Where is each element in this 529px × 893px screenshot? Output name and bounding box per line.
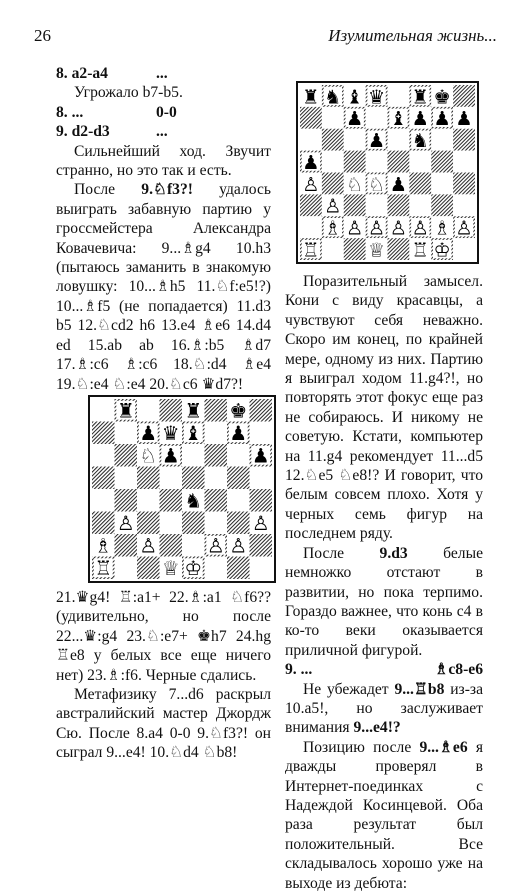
text: удалось выиграть забавную партию у гроссмейстера Александра Ковачевича: 9...♗g4 10.h3 (пытаюсь заманить в знакомую ловушку: 10...♗h5 11.♘f:e5!?) 10...♗f5 (не попадается) 11.d3 b5 12.♘cd2 h6 13.e4 ♗e6 14.d4 ed 15.ab ab 16.♗:b5 ♗d7 17.♗:c6 ♗:c6 18.♘:d4 ♗e4 19.♘:e4 ♘:e4 20.♘c6 ♛d7?! xyxy=(56,181,271,393)
chess-piece-d8 xyxy=(368,85,385,108)
chess-piece-e8 xyxy=(184,400,202,423)
chess-piece-d1 xyxy=(162,557,180,579)
chess-piece-e1 xyxy=(184,557,202,579)
board-square xyxy=(250,399,273,422)
paragraph: Поразительный замысел. Кони с виду красавцы, а чувствуют себя неважно. Скоро им конец, по крайней мере, одному из них. Партию я выиграл ходом 11.g4?!, но повторять этот фокус еще раз не собираюсь. И никому не советую. Кстати, компьютер на 11.g4 рекомендует 11...d5 12.♘e5 ♘e8!? И говорит, что белым совсем плохо. Хотя у черных семь фигур на последнем ряду. xyxy=(285,273,483,543)
paragraph xyxy=(285,680,483,738)
board-square xyxy=(205,489,228,512)
board-square xyxy=(300,107,322,129)
board-square xyxy=(322,129,344,151)
chess-piece-a1 xyxy=(94,557,112,579)
text: Не убежадет xyxy=(303,680,395,698)
board-square xyxy=(322,107,344,129)
board-square xyxy=(205,467,228,490)
board-square xyxy=(205,444,228,467)
move-line xyxy=(56,64,271,83)
chess-piece-c8 xyxy=(346,85,363,108)
board-square xyxy=(160,467,183,490)
chess-piece-a2 xyxy=(94,535,112,558)
chess-piece-e4 xyxy=(184,490,202,513)
board-square xyxy=(453,194,475,216)
chess-piece-b3 xyxy=(324,195,341,218)
board-square xyxy=(137,467,160,490)
board-square xyxy=(366,151,388,173)
move-bold: 9...♗e6 xyxy=(419,738,468,756)
chess-piece-e4 xyxy=(390,173,407,196)
paragraph xyxy=(56,180,271,393)
chess-piece-g7 xyxy=(229,422,247,445)
board-square xyxy=(115,489,138,512)
board-square xyxy=(409,194,431,216)
paragraph: Сильнейший ход. Звучит странно, но это так и есть. xyxy=(56,142,271,180)
page-number: 26 xyxy=(34,26,51,45)
chess-piece-f6 xyxy=(412,129,429,152)
chess-piece-c6 xyxy=(139,445,157,468)
board-square xyxy=(92,422,115,445)
paragraph xyxy=(285,544,483,660)
move-bold: 9...♖b8 xyxy=(394,680,445,698)
board-square xyxy=(431,151,453,173)
running-title: Изумительная жизнь... xyxy=(328,26,497,45)
board-square xyxy=(300,129,322,151)
chess-piece-d7 xyxy=(162,422,180,445)
board-square xyxy=(453,85,475,107)
chess-piece-g2 xyxy=(229,535,247,558)
board-square xyxy=(300,216,322,238)
board-square xyxy=(250,489,273,512)
board-square xyxy=(453,151,475,173)
board-square xyxy=(388,194,410,216)
board-square xyxy=(409,173,431,195)
board-square xyxy=(92,467,115,490)
chess-board xyxy=(92,399,272,579)
chess-piece-h6 xyxy=(252,445,270,468)
board-square xyxy=(250,557,273,580)
move-reply: ... xyxy=(156,123,168,141)
board-square xyxy=(115,467,138,490)
chess-piece-b8 xyxy=(324,85,341,108)
board-square xyxy=(227,557,250,580)
chess-piece-e2 xyxy=(390,217,407,240)
move-reply: ♗c8-e6 xyxy=(434,661,483,679)
chess-piece-g7 xyxy=(434,107,451,130)
chess-piece-a4 xyxy=(302,173,319,196)
paragraph: Метафизику 7...d6 раскрыл австралийский мастер Джордж Сю. После 8.a4 0-0 9.♘f3?! он сыграл 9...e4! 10.♘d4 ♘b8! xyxy=(56,686,271,762)
chess-piece-g1 xyxy=(434,238,451,260)
board-square xyxy=(322,151,344,173)
board-square xyxy=(227,467,250,490)
board-square xyxy=(115,557,138,580)
chess-piece-d6 xyxy=(162,445,180,468)
board-square xyxy=(137,489,160,512)
chess-piece-f8 xyxy=(412,85,429,108)
board-square xyxy=(160,399,183,422)
board-square xyxy=(92,444,115,467)
board-square xyxy=(137,557,160,580)
board-square xyxy=(453,129,475,151)
move-number: 9. ... xyxy=(285,661,313,679)
chess-piece-a8 xyxy=(302,85,319,108)
chess-piece-a1 xyxy=(302,238,319,260)
board-square xyxy=(137,399,160,422)
board-square xyxy=(388,151,410,173)
board-square xyxy=(344,129,366,151)
chess-piece-g8 xyxy=(434,85,451,108)
board-square xyxy=(115,422,138,445)
board-square xyxy=(453,238,475,260)
text: из-за 10.a5!, но заслуживает внимания xyxy=(285,680,483,737)
text: Позицию после xyxy=(303,738,420,756)
board-square xyxy=(431,194,453,216)
board-square xyxy=(431,173,453,195)
chess-piece-b2 xyxy=(324,217,341,240)
board-square xyxy=(344,194,366,216)
move-bold: 9.♘f3?! xyxy=(141,181,193,199)
chess-piece-c4 xyxy=(346,173,363,196)
board-square xyxy=(250,534,273,557)
board-square xyxy=(115,444,138,467)
text: я дважды проверял в Интернет-поединках с Надеждой Косинцевой. Оба раза результат был положительный. Все складывалось хорошо уже на выходе из дебюта: xyxy=(285,738,483,892)
move-note: Угрожало b7-b5. xyxy=(74,84,183,102)
board-square xyxy=(160,512,183,535)
text: После xyxy=(303,544,380,562)
board-square xyxy=(205,399,228,422)
paragraph: 21.♛g4! ♖:a1+ 22.♗:a1 ♘f6?? (удивительно, но после 22...♛:g4 23.♘:e7+ ♚h7 24.hg ♖e8 у белых все еще ничего нет) 23.♗:f6. Черные сдались. xyxy=(56,589,271,684)
board-square xyxy=(160,534,183,557)
board-square xyxy=(431,129,453,151)
chess-diagram-left xyxy=(88,395,276,583)
board-square xyxy=(227,512,250,535)
move-reply: ... xyxy=(156,65,168,82)
chess-piece-f2 xyxy=(207,535,225,558)
left-column xyxy=(56,64,271,394)
chess-piece-f2 xyxy=(412,217,429,240)
chess-piece-b3 xyxy=(117,512,135,535)
board-square xyxy=(409,151,431,173)
chess-piece-h7 xyxy=(455,107,472,130)
move-bold: 9.d3 xyxy=(379,544,408,562)
chess-piece-a5 xyxy=(302,151,319,174)
chess-piece-c2 xyxy=(346,217,363,240)
chess-piece-g8 xyxy=(229,400,247,423)
board-square xyxy=(366,194,388,216)
board-square xyxy=(453,173,475,195)
chess-diagram-right xyxy=(296,81,479,264)
board-square xyxy=(227,444,250,467)
board-square xyxy=(300,194,322,216)
board-square xyxy=(344,151,366,173)
board-square xyxy=(205,512,228,535)
chess-board xyxy=(300,85,475,260)
board-square xyxy=(160,489,183,512)
chess-piece-f7 xyxy=(412,107,429,130)
text: После xyxy=(74,181,142,199)
board-square xyxy=(92,512,115,535)
chess-piece-d2 xyxy=(368,217,385,240)
board-square xyxy=(344,238,366,260)
board-square xyxy=(322,238,344,260)
move-line xyxy=(285,660,483,679)
board-square xyxy=(182,512,205,535)
page-header xyxy=(34,26,497,50)
board-square xyxy=(205,422,228,445)
chess-piece-e7 xyxy=(184,422,202,445)
chess-piece-e7 xyxy=(390,107,407,130)
board-square xyxy=(115,534,138,557)
board-square xyxy=(388,238,410,260)
text: белые немножко отстают в развитии, но пока терпимо. Гораздо важнее, что конь c4 в ко-то веки оказывается приличной фигурой. xyxy=(285,544,483,659)
move-line xyxy=(56,103,271,122)
board-square xyxy=(182,534,205,557)
chess-piece-d1 xyxy=(368,238,385,260)
board-square xyxy=(250,467,273,490)
board-square xyxy=(250,422,273,445)
board-square xyxy=(227,489,250,512)
board-square xyxy=(388,85,410,107)
chess-piece-g2 xyxy=(434,217,451,240)
chess-piece-c7 xyxy=(346,107,363,130)
board-square xyxy=(92,399,115,422)
board-square xyxy=(322,173,344,195)
chess-piece-b8 xyxy=(117,400,135,423)
chess-piece-c2 xyxy=(139,535,157,558)
chess-piece-h3 xyxy=(252,512,270,535)
move-number: 8. ... xyxy=(56,103,84,121)
board-square xyxy=(182,467,205,490)
chess-piece-d6 xyxy=(368,129,385,152)
chess-piece-c7 xyxy=(139,422,157,445)
paragraph xyxy=(285,738,483,893)
board-square xyxy=(366,107,388,129)
board-square xyxy=(137,512,160,535)
board-square xyxy=(205,557,228,580)
move-bold: 9...e4!? xyxy=(353,719,401,737)
move-number: 8. a2-a4 xyxy=(56,65,108,82)
move-number: 9. d2-d3 xyxy=(56,123,110,141)
chess-piece-f1 xyxy=(412,238,429,260)
chess-piece-h2 xyxy=(455,217,472,240)
move-line xyxy=(56,122,271,141)
left-column-lower xyxy=(56,588,271,763)
chess-piece-d4 xyxy=(368,173,385,196)
board-square xyxy=(92,489,115,512)
board-square xyxy=(182,444,205,467)
board-square xyxy=(388,129,410,151)
move-reply: 0-0 xyxy=(156,103,177,121)
